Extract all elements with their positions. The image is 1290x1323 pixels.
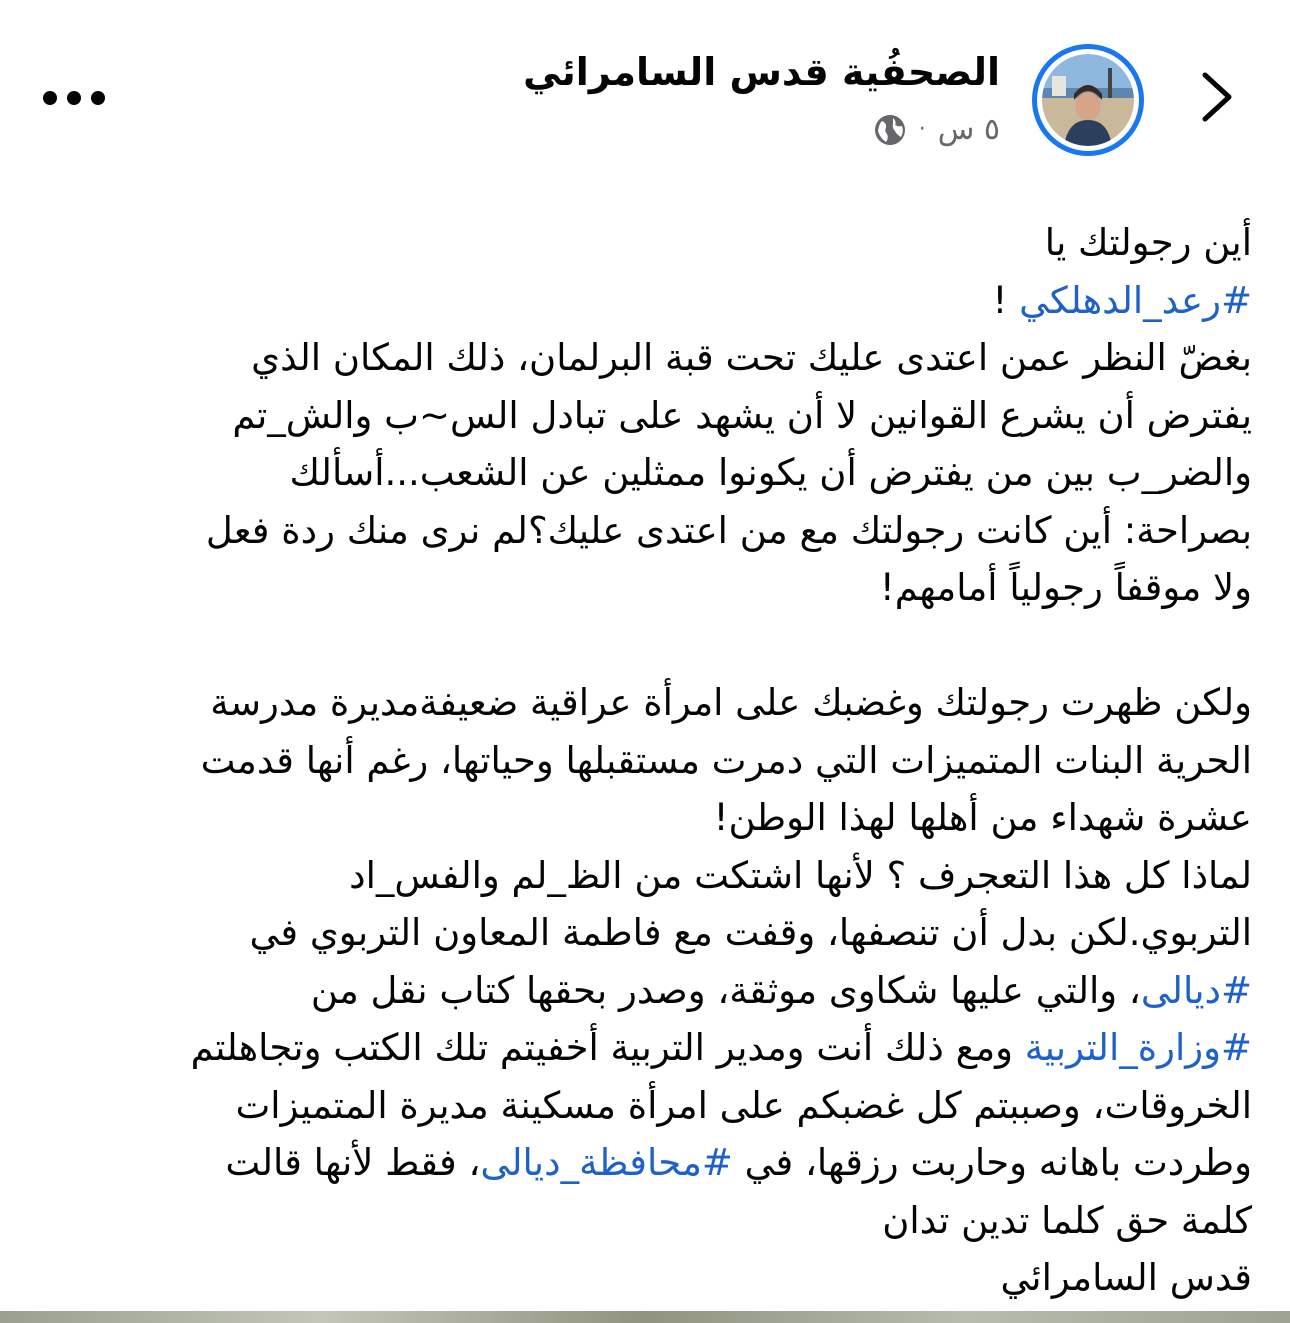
post-text-segment: بغضّ النظر عمن اعتدى عليك تحت قبة البرلمان، ذلك المكان الذي <box>251 336 1252 379</box>
post-text-segment: بصراحة: أين كانت رجولتك مع من اعتدى عليك؟لم نرى منك ردة فعل <box>205 508 1252 552</box>
post-text-segment: وطردت باهانه وحاربت رزقها، في <box>732 1141 1252 1184</box>
post-line <box>32 962 1252 1020</box>
post-line <box>32 732 1252 790</box>
more-horizontal-icon <box>42 90 106 106</box>
post-text-segment: والضر_ب بين من يفترض أن يكونوا ممثلين عن الشعب...أسألك <box>289 451 1252 494</box>
post-time[interactable]: ٥ س <box>937 112 1000 147</box>
post-text <box>32 214 1252 1307</box>
author-block <box>523 44 1000 150</box>
post-line <box>32 214 1252 272</box>
post-line <box>32 502 1252 560</box>
post-text-segment: عشرة شهداء من أهلها لهذا الوطن! <box>713 796 1252 839</box>
post-text-segment: ، فقط لأنها قالت <box>225 1141 481 1184</box>
hashtag-link[interactable]: #رعد_الدهلكي <box>1019 278 1252 322</box>
hashtag-link[interactable]: #وزارة_التربية <box>1024 1026 1252 1069</box>
post-line <box>32 272 1252 330</box>
post-line <box>32 1192 1252 1250</box>
post-text-segment: لماذا كل هذا التعجرف ؟ لأنها اشتكت من الظ_لم والفس_اد <box>349 853 1252 897</box>
avatar-photo <box>1042 54 1134 146</box>
post-text-segment: أين رجولتك يا <box>1044 221 1252 264</box>
back-button[interactable] <box>1182 62 1252 132</box>
post-text-segment: ومع ذلك أنت ومدير التربية أخفيتم تلك الكتب وتجاهلتم <box>190 1026 1025 1069</box>
avatar[interactable] <box>1032 44 1144 156</box>
post-text-segment: كلمة حق كلما تدين تدان <box>882 1198 1252 1242</box>
more-options-button[interactable] <box>38 70 110 126</box>
author-name[interactable]: الصحفُية قدس السامرائي <box>523 50 1000 94</box>
post-header <box>0 0 1290 190</box>
chevron-right-icon <box>1197 69 1237 125</box>
post-text-segment: ، والتي عليها شكاوى موثقة، وصدر بحقها كتاب نقل من <box>310 968 1141 1012</box>
post-line <box>32 329 1252 387</box>
post-line <box>32 1019 1252 1077</box>
post-text-segment: الخروقات، وصببتم كل غضبكم على امرأة مسكينة مديرة المتميزات <box>235 1083 1252 1127</box>
post-meta <box>523 110 1000 150</box>
post-line <box>32 847 1252 905</box>
post-text-segment: ولكن ظهرت رجولتك وغضبك على امرأة عراقية ضعيفةمديرة مدرسة <box>210 681 1252 724</box>
post-text-segment: ! <box>992 278 1020 322</box>
hashtag-link[interactable]: #محافظة_ديالى <box>480 1141 733 1184</box>
post-line <box>32 789 1252 847</box>
post-text-segment: الحرية البنات المتميزات التي دمرت مستقبلها وحياتها، رغم أنها قدمت <box>200 738 1252 782</box>
post-line <box>32 674 1252 732</box>
post-text-segment: التربوي.لكن بدل أن تنصفها، وقفت مع فاطمة المعاون التربوي في <box>249 911 1252 954</box>
media-preview-edge <box>0 1311 1290 1323</box>
post-line <box>32 1077 1252 1135</box>
post-text-segment: يفترض أن يشرع القوانين لا أن يشهد على تبادل الس~ب والش_تم <box>232 393 1252 437</box>
meta-separator: · <box>918 117 926 142</box>
post-text-segment: قدس السامرائي <box>1000 1256 1252 1299</box>
post-line <box>32 387 1252 445</box>
post-line <box>32 1249 1252 1307</box>
post-line <box>32 617 1252 675</box>
post-line <box>32 559 1252 617</box>
globe-icon <box>873 113 907 147</box>
post-line <box>32 444 1252 502</box>
post-line <box>32 1134 1252 1192</box>
post-text-segment: ولا موقفاً رجولياً أمامهم! <box>879 566 1252 609</box>
hashtag-link[interactable]: #ديالى <box>1140 968 1252 1012</box>
post-line <box>32 904 1252 962</box>
